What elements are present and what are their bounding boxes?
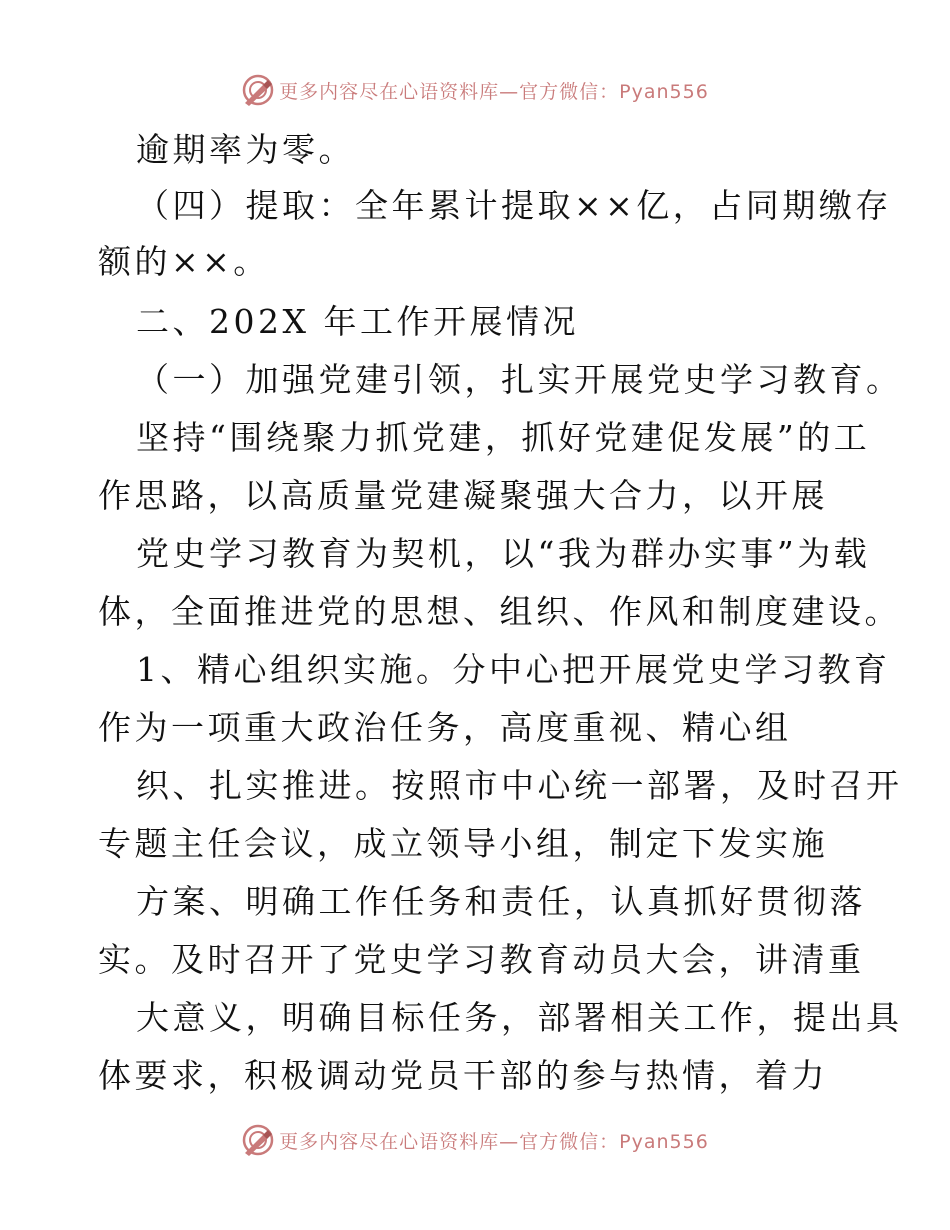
text-line: 作为一项重大政治任务，高度重视、精心组 (98, 708, 792, 747)
text-line: 织、扎实推进。按照市中心统一部署，及时召开 (136, 766, 903, 805)
text-line: 额的××。 (98, 242, 270, 281)
header-watermark (0, 70, 950, 110)
text-line: （四）提取：全年累计提取××亿，占同期缴存 (136, 186, 892, 225)
footer-watermark (0, 1120, 950, 1160)
section-heading: 二、202X 年工作开展情况 (136, 302, 579, 341)
text-line: 实。及时召开了党史学习教育动员大会，讲清重 (98, 940, 865, 979)
text-line: 方案、明确工作任务和责任，认真抓好贯彻落 (136, 882, 866, 921)
text-line: 体要求，积极调动党员干部的参与热情，着力 (98, 1056, 828, 1095)
pen-circle-icon (241, 1123, 275, 1157)
text-line: 坚持“围绕聚力抓党建，抓好党建促发展”的工 (136, 418, 871, 457)
text-line: 党史学习教育为契机，以“我为群办实事”为载 (136, 534, 871, 573)
text-line: 1、精心组织实施。分中心把开展党史学习教育 (136, 650, 891, 689)
text-line: 逾期率为零。 (136, 130, 355, 169)
watermark-text: 更多内容尽在心语资料库—官方微信：Pyan556 (279, 1130, 709, 1153)
text-line: 专题主任会议，成立领导小组，制定下发实施 (98, 824, 828, 863)
subsection-heading: （一）加强党建引领，扎实开展党史学习教育。 (136, 360, 903, 399)
pen-circle-icon (241, 73, 275, 107)
text-line: 体，全面推进党的思想、组织、作风和制度建设。 (98, 592, 901, 631)
text-line: 作思路，以高质量党建凝聚强大合力，以开展 (98, 476, 828, 515)
watermark-text: 更多内容尽在心语资料库—官方微信：Pyan556 (279, 80, 709, 103)
text-line: 大意义，明确目标任务，部署相关工作，提出具 (136, 998, 903, 1037)
